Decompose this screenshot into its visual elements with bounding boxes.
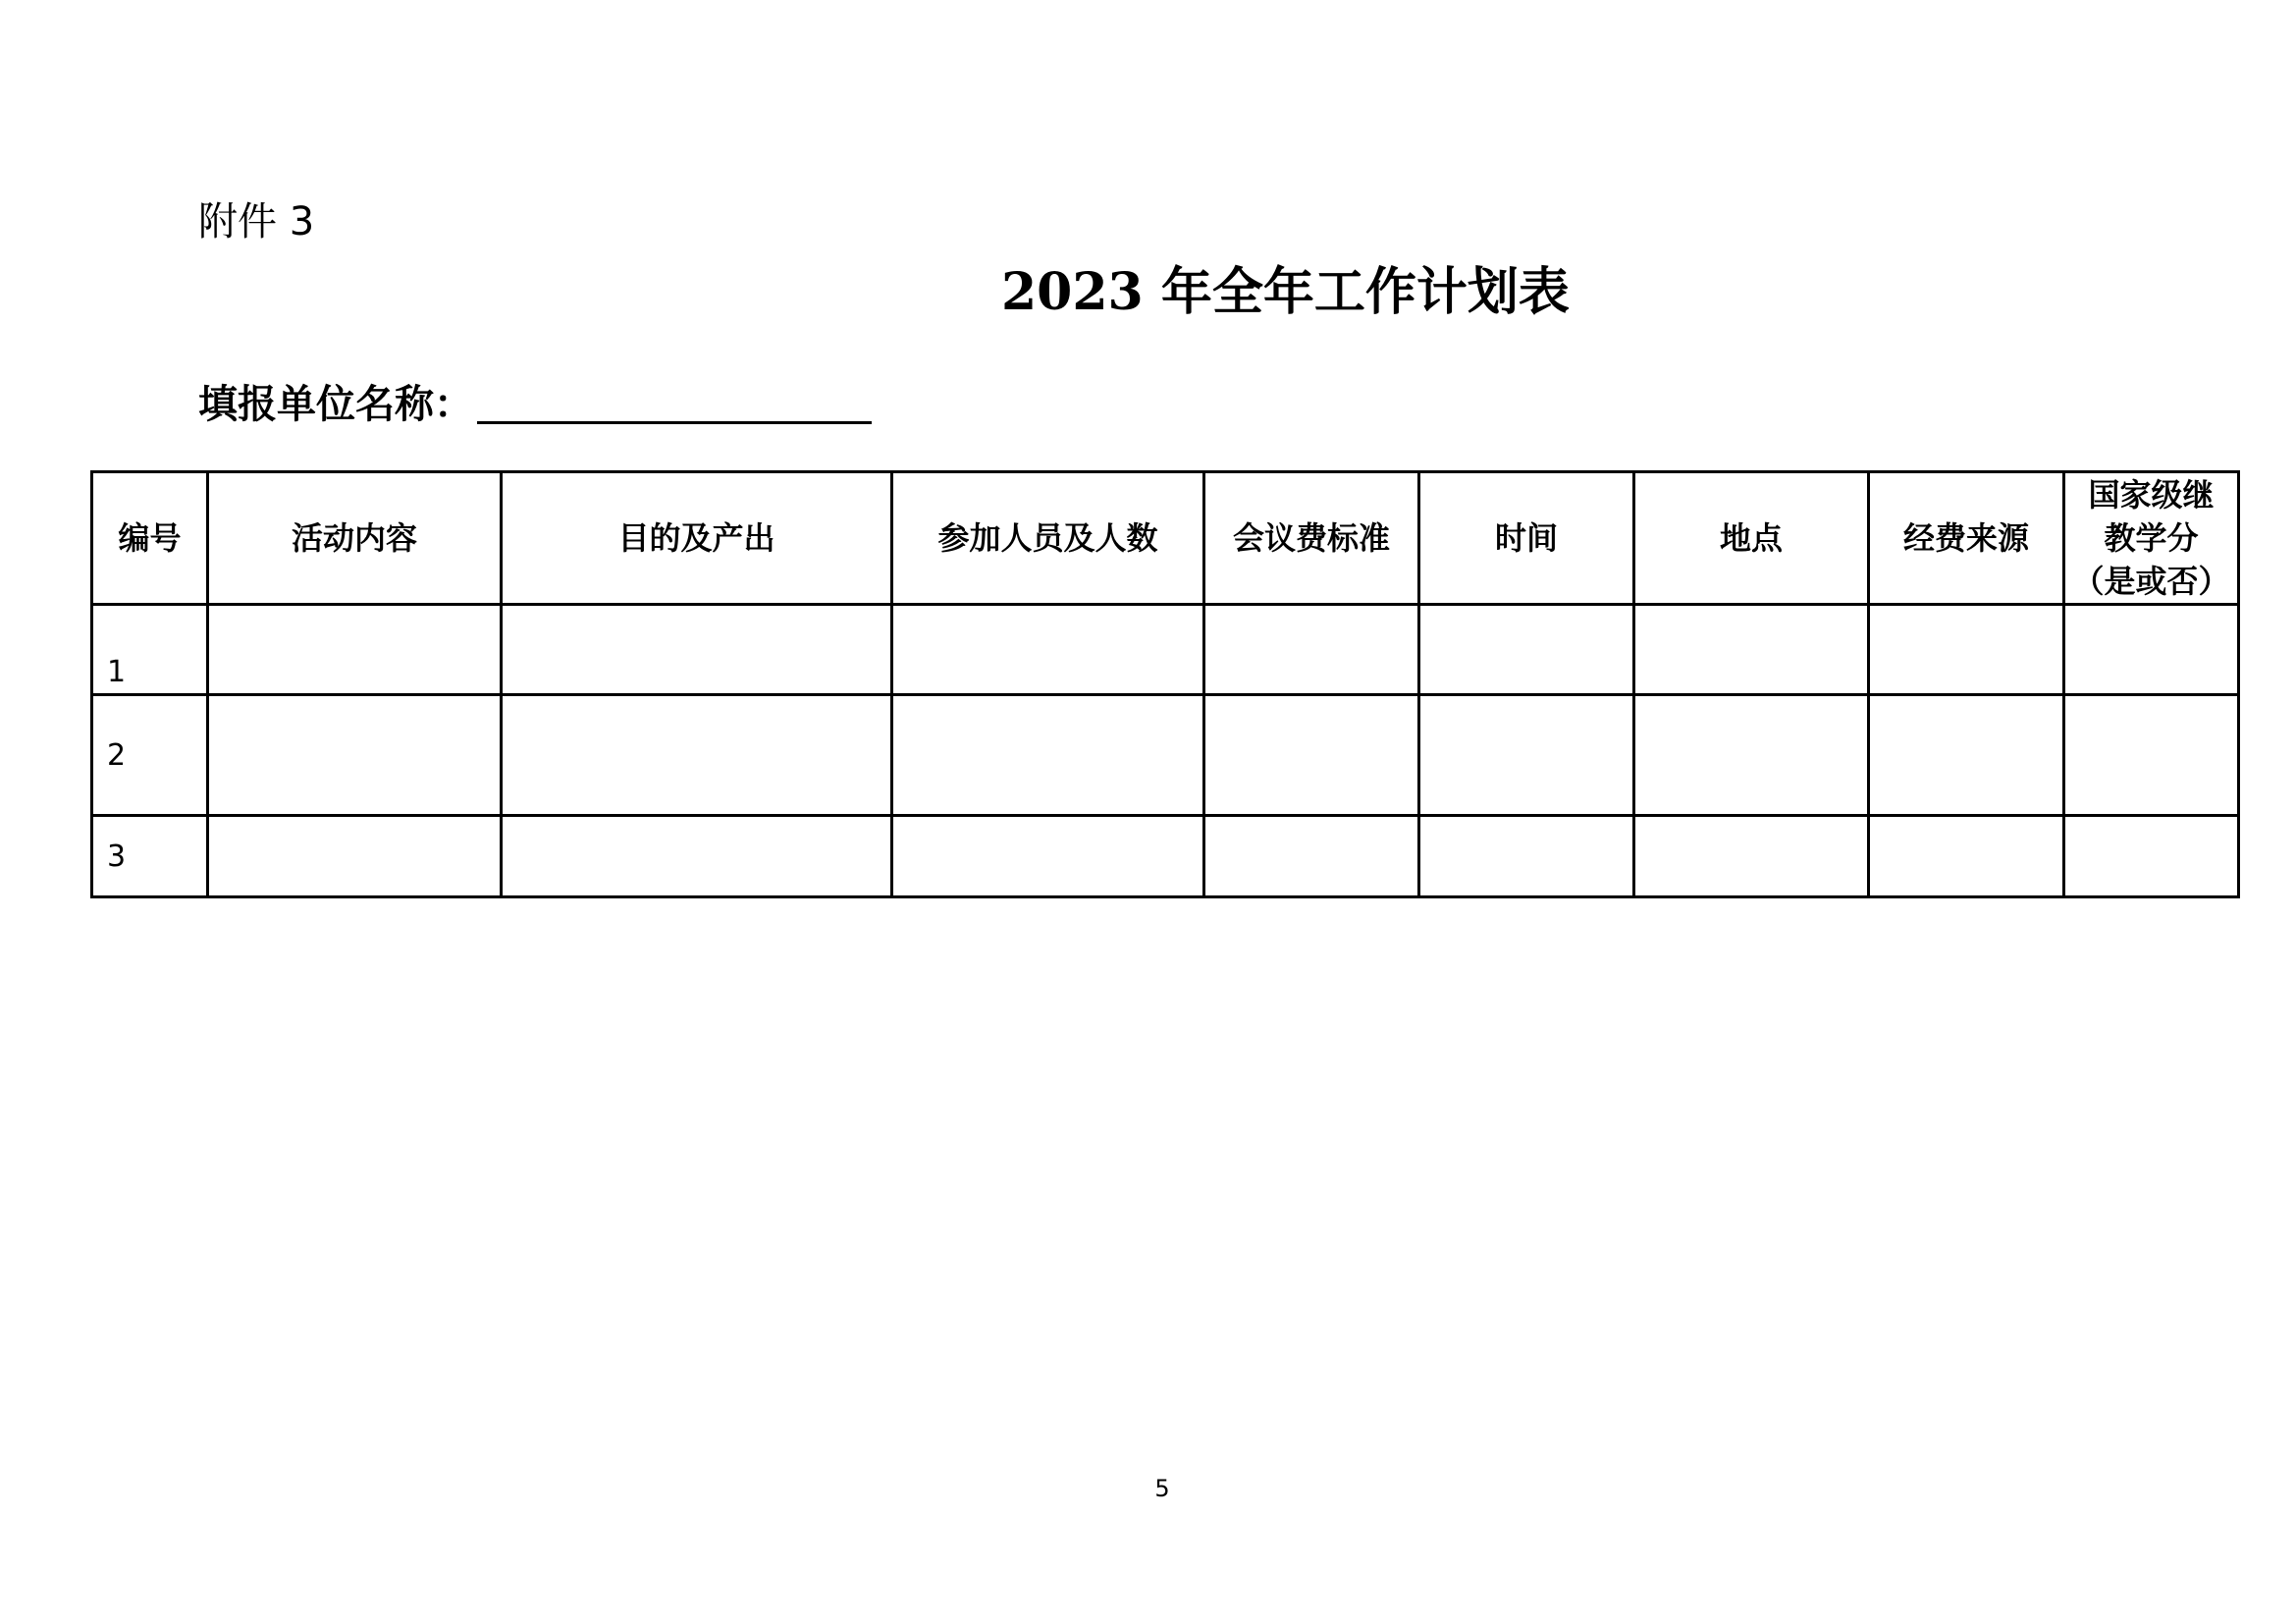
reporting-unit-field[interactable] (477, 382, 872, 424)
table-cell[interactable] (1419, 695, 1634, 816)
attachment-label: 附件 3 (198, 199, 315, 244)
table-cell[interactable] (1419, 816, 1634, 897)
header-participants: 参加人员及人数 (892, 472, 1204, 605)
table-cell[interactable] (1869, 695, 2064, 816)
header-number: 编号 (92, 472, 208, 605)
page-number: 5 (1154, 1475, 1170, 1502)
table-header-row (92, 472, 2239, 605)
table-cell[interactable] (208, 816, 502, 897)
header-purpose-output: 目的及产出 (502, 472, 892, 605)
document-title: 2023 年全年工作计划表 (1001, 262, 1570, 322)
table-cell[interactable] (892, 605, 1204, 695)
table-cell[interactable] (1204, 695, 1419, 816)
reporting-unit-row (198, 379, 872, 427)
header-time: 时间 (1419, 472, 1634, 605)
table-cell[interactable] (502, 816, 892, 897)
table-cell[interactable] (502, 605, 892, 695)
table-cell[interactable] (892, 695, 1204, 816)
row-number: 1 (92, 605, 208, 695)
header-activity-content: 活动内容 (208, 472, 502, 605)
table-cell[interactable] (1634, 695, 1869, 816)
table-cell[interactable] (208, 695, 502, 816)
row-number: 2 (92, 695, 208, 816)
header-funding-source: 经费来源 (1869, 472, 2064, 605)
reporting-unit-label: 填报单位名称： (198, 381, 473, 427)
row-number: 3 (92, 816, 208, 897)
table-row (92, 816, 2239, 897)
table-cell[interactable] (1204, 816, 1419, 897)
table-cell[interactable] (2064, 695, 2239, 816)
table-row (92, 605, 2239, 695)
table-cell[interactable] (1869, 605, 2064, 695)
table-cell[interactable] (208, 605, 502, 695)
header-location: 地点 (1634, 472, 1869, 605)
table-cell[interactable] (2064, 605, 2239, 695)
table-cell[interactable] (1634, 816, 1869, 897)
table-cell[interactable] (2064, 816, 2239, 897)
table-cell[interactable] (1419, 605, 1634, 695)
work-plan-table (90, 470, 2240, 898)
table-cell[interactable] (502, 695, 892, 816)
header-cme-credit: 国家级继 教学分 （是或否） (2064, 472, 2239, 605)
table-cell[interactable] (892, 816, 1204, 897)
table-cell[interactable] (1204, 605, 1419, 695)
table-row (92, 695, 2239, 816)
table-cell[interactable] (1869, 816, 2064, 897)
table-cell[interactable] (1634, 605, 1869, 695)
header-meeting-fee: 会议费标准 (1204, 472, 1419, 605)
